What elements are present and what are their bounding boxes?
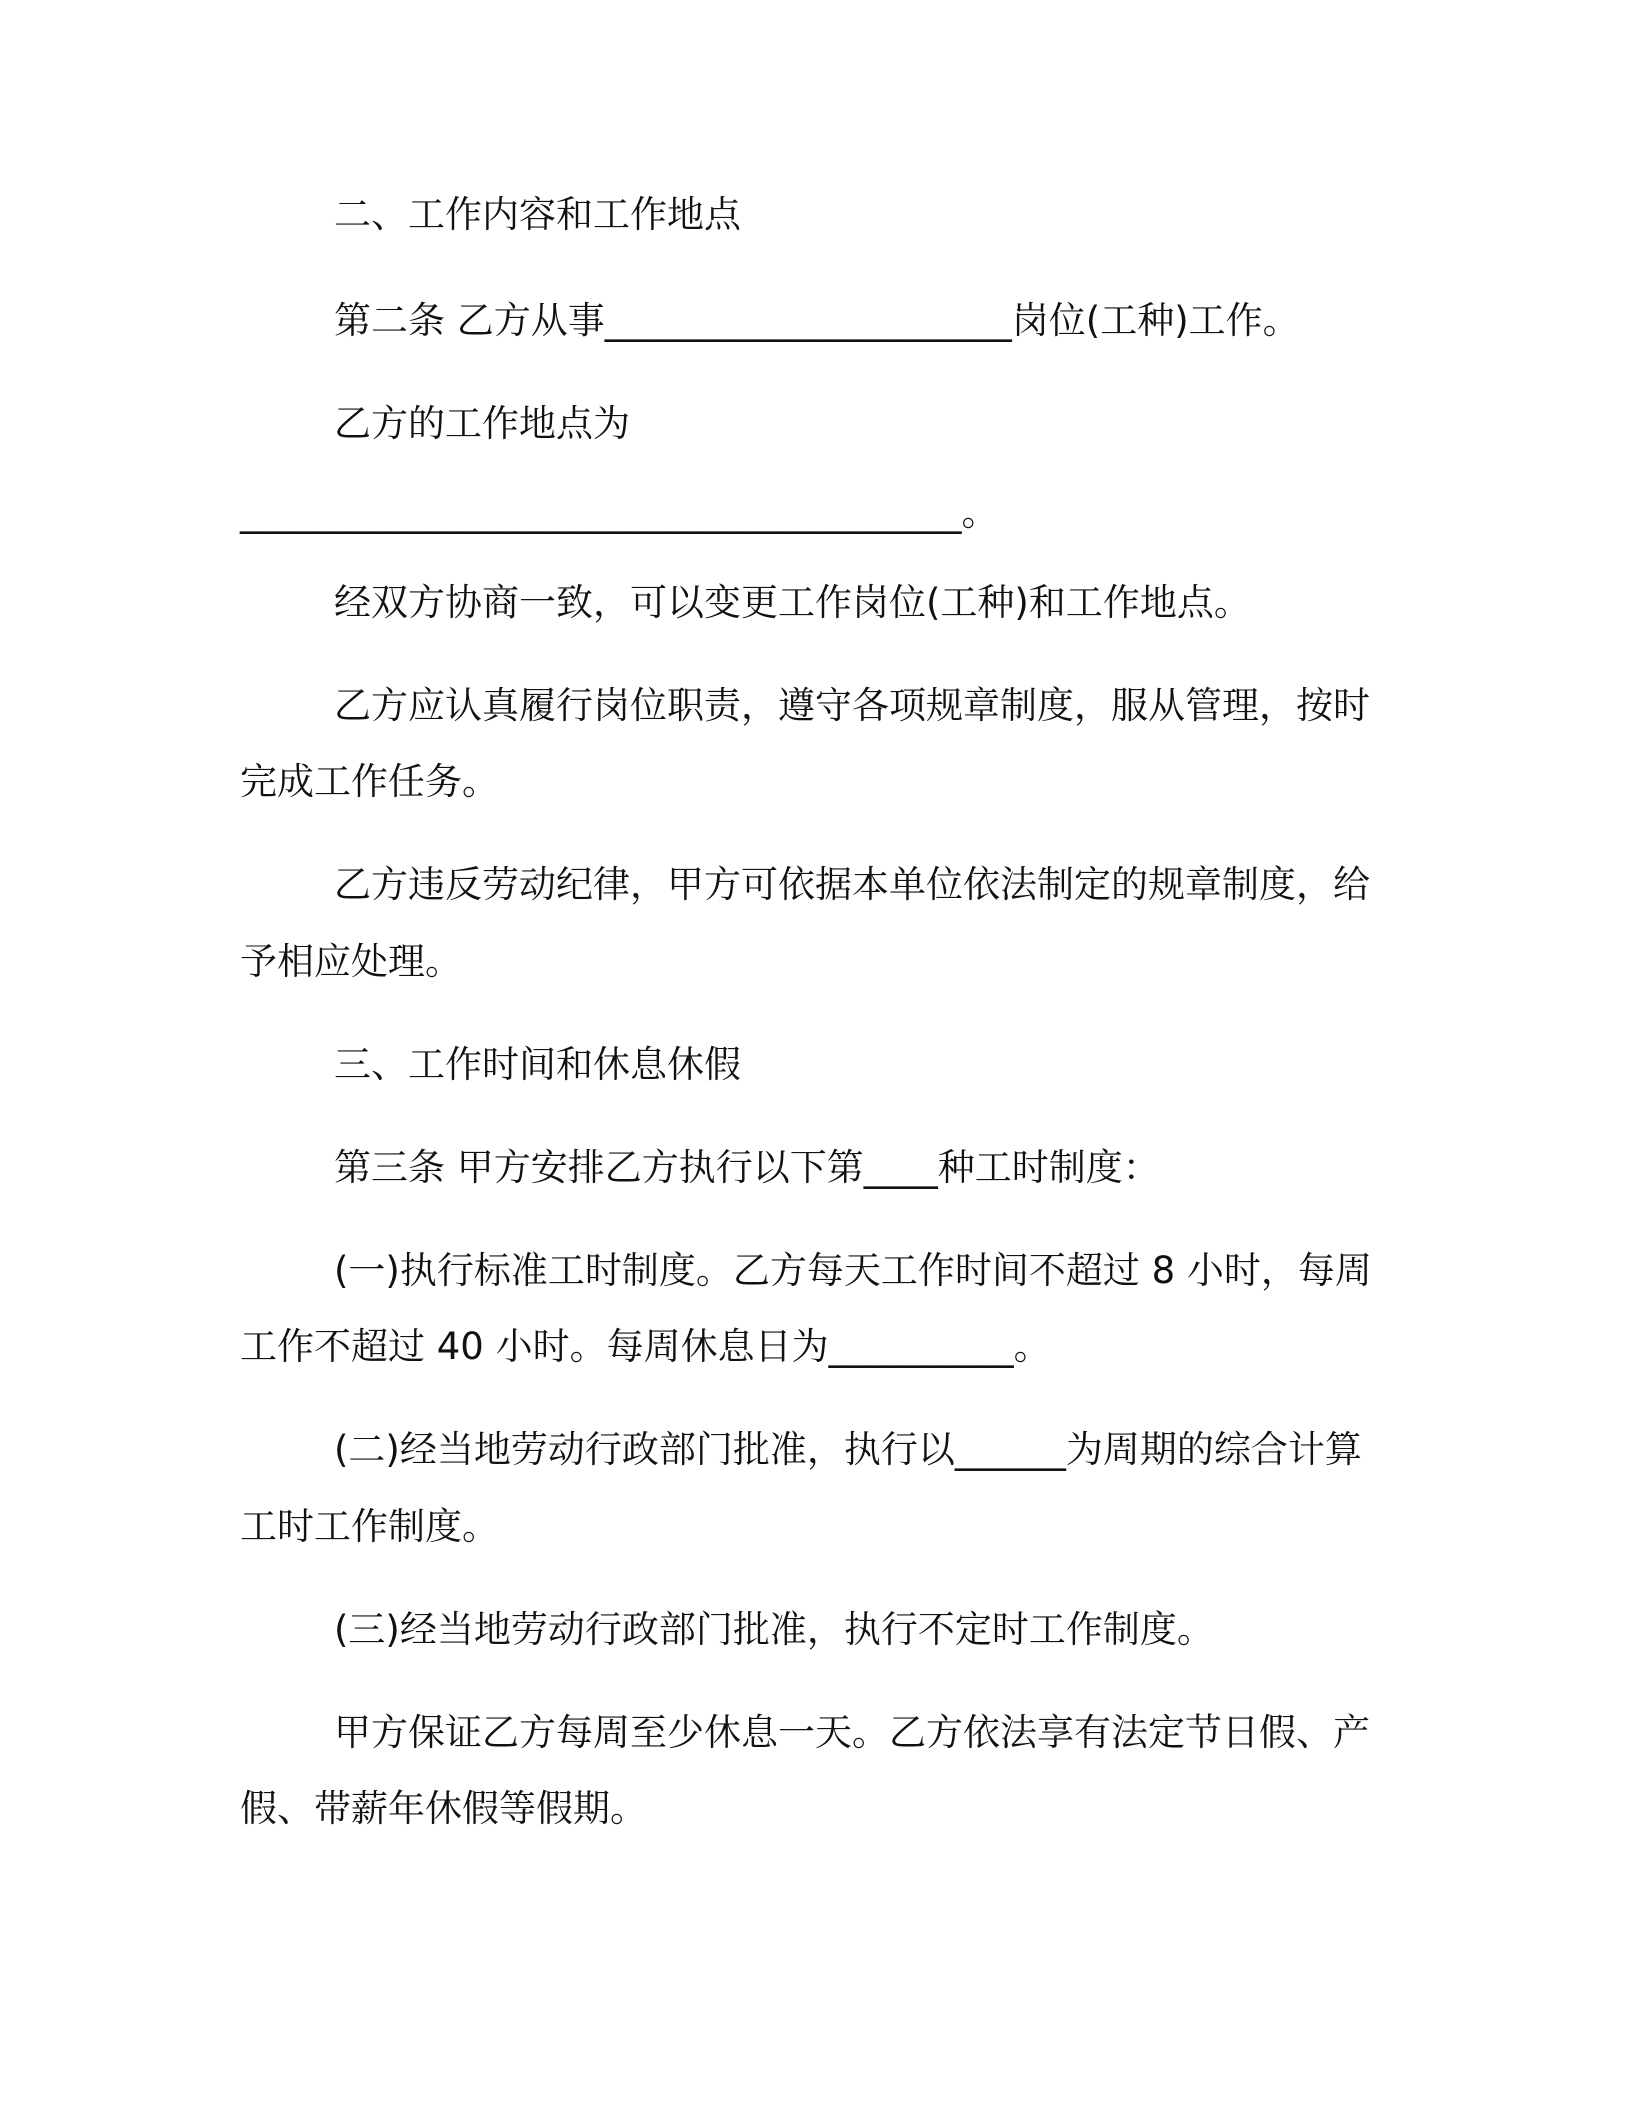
comprehensive-hours-line-1: (二)经当地劳动行政部门批准，执行以______为周期的综合计算 <box>334 1428 1362 1471</box>
rest-leave-line-2: 假、带薪年休假等假期。 <box>240 1787 647 1830</box>
discipline-paragraph-line-1: 乙方违反劳动纪律，甲方可依据本单位依法制定的规章制度，给 <box>334 863 1370 906</box>
comprehensive-hours-line-2: 工时工作制度。 <box>240 1505 499 1548</box>
workplace-label: 乙方的工作地点为 <box>334 402 630 445</box>
rest-leave-line-1: 甲方保证乙方每周至少休息一天。乙方依法享有法定节日假、产 <box>334 1711 1370 1754</box>
article-2-position: 第二条 乙方从事______________________岗位(工种)工作。 <box>334 299 1300 342</box>
workplace-blank: _______________________________________。 <box>240 491 999 534</box>
flexible-hours-line: (三)经当地劳动行政部门批准，执行不定时工作制度。 <box>334 1608 1214 1651</box>
section-heading-working-hours: 三、工作时间和休息休假 <box>334 1043 741 1086</box>
section-heading-work-content: 二、工作内容和工作地点 <box>334 193 741 236</box>
duties-paragraph-line-1: 乙方应认真履行岗位职责，遵守各项规章制度，服从管理，按时 <box>334 684 1370 727</box>
article-3-hours-system: 第三条 甲方安排乙方执行以下第____种工时制度： <box>334 1146 1160 1189</box>
change-by-agreement: 经双方协商一致，可以变更工作岗位(工种)和工作地点。 <box>334 581 1251 624</box>
discipline-paragraph-line-2: 予相应处理。 <box>240 940 462 983</box>
standard-hours-line-1: (一)执行标准工时制度。乙方每天工作时间不超过 8 小时，每周 <box>334 1249 1372 1292</box>
duties-paragraph-line-2: 完成工作任务。 <box>240 760 499 803</box>
standard-hours-line-2: 工作不超过 40 小时。每周休息日为__________。 <box>240 1325 1051 1368</box>
